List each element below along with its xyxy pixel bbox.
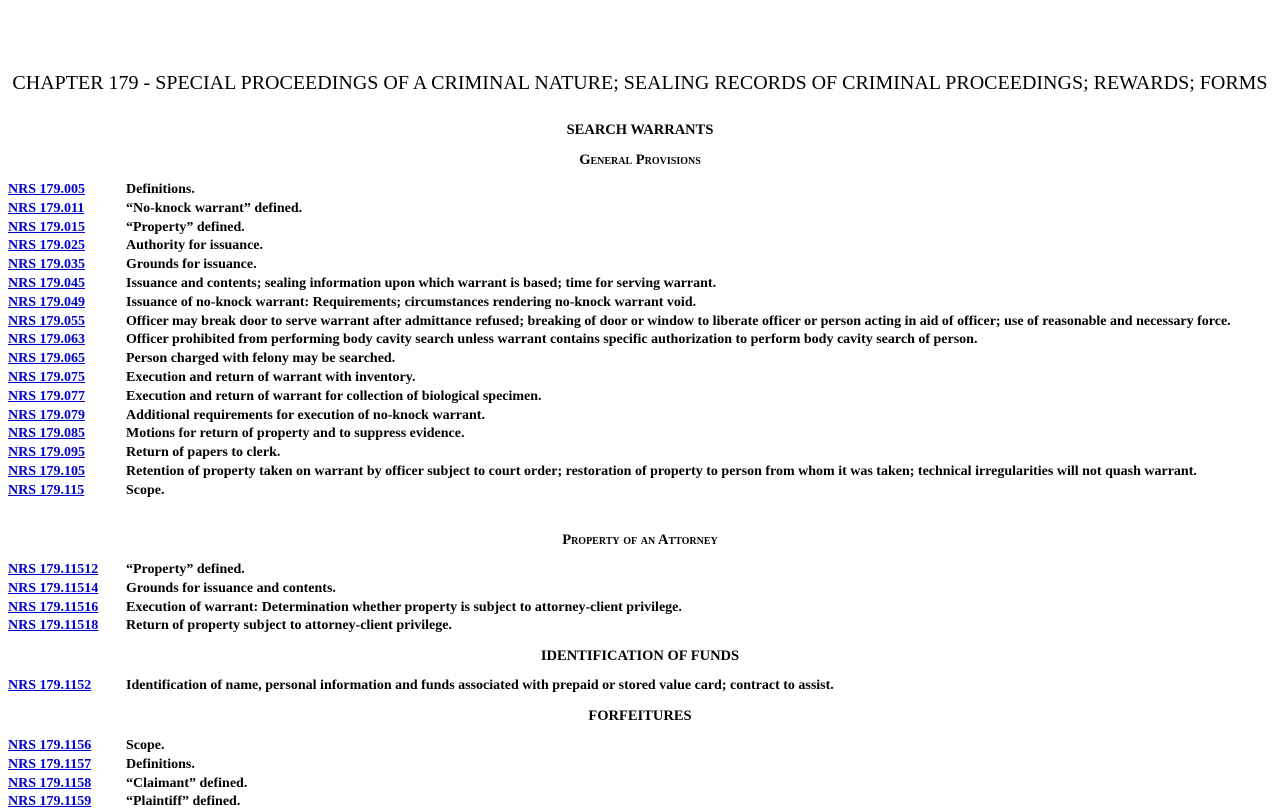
section-link[interactable]: NRS 179.077 bbox=[8, 388, 86, 404]
toc-row bbox=[8, 463, 1273, 482]
toc-property-of-an-attorney bbox=[8, 561, 1273, 636]
section-title: “Property” defined. bbox=[126, 562, 245, 577]
section-title: Scope. bbox=[126, 738, 165, 753]
section-link[interactable]: NRS 179.015 bbox=[8, 219, 86, 235]
section-link[interactable]: NRS 179.095 bbox=[8, 445, 86, 461]
toc-row bbox=[8, 313, 1273, 332]
section-title: Authority for issuance. bbox=[126, 238, 264, 254]
heading-identification-of-funds: IDENTIFICATION OF FUNDS bbox=[540, 648, 740, 664]
section-title: Officer may break door to serve warrant after admittance refused; breaking of door or window to liberate officer or person acting in aid of officer; use of reasonable and necessary force. bbox=[126, 313, 1231, 329]
section-title: Execution of warrant: Determination whether property is subject to attorney-client privilege. bbox=[126, 599, 682, 615]
section-link[interactable]: NRS 179.1159 bbox=[8, 794, 92, 810]
toc-identification-of-funds bbox=[8, 677, 1273, 696]
toc-row bbox=[8, 369, 1273, 388]
section-link[interactable]: NRS 179.1158 bbox=[8, 775, 92, 791]
section-link[interactable]: NRS 179.049 bbox=[8, 294, 86, 310]
toc-row bbox=[8, 617, 1273, 636]
section-link[interactable]: NRS 179.063 bbox=[8, 332, 86, 348]
section-title: Issuance of no-knock warrant: Requirements; circumstances rendering no-knock warrant void. bbox=[126, 294, 697, 310]
toc-row bbox=[8, 388, 1273, 407]
toc-row bbox=[8, 219, 1273, 238]
section-title: Retention of property taken on warrant by officer subject to court order; restoration of property to person from whom it was taken; technical irregularities will not quash warrant. bbox=[126, 463, 1197, 479]
section-title: Return of papers to clerk. bbox=[126, 445, 281, 461]
toc-row bbox=[8, 200, 1273, 219]
section-title: Grounds for issuance and contents. bbox=[126, 580, 336, 596]
section-title: Additional requirements for execution of no-knock warrant. bbox=[126, 407, 485, 423]
section-title: Scope. bbox=[126, 482, 165, 498]
toc-row bbox=[8, 407, 1273, 426]
toc-row bbox=[8, 331, 1273, 350]
toc-row bbox=[8, 580, 1273, 599]
toc-row bbox=[8, 737, 1273, 756]
toc-general-provisions bbox=[8, 181, 1273, 501]
section-link[interactable]: NRS 179.011 bbox=[8, 200, 85, 216]
section-link[interactable]: NRS 179.115 bbox=[8, 482, 85, 498]
section-title: Motions for return of property and to suppress evidence. bbox=[126, 426, 465, 442]
section-title: “Property” defined. bbox=[126, 219, 245, 235]
toc-row bbox=[8, 793, 1273, 812]
toc-forfeitures bbox=[8, 737, 1273, 812]
section-link[interactable]: NRS 179.035 bbox=[8, 257, 86, 273]
toc-row bbox=[8, 444, 1273, 463]
section-link[interactable]: NRS 179.025 bbox=[8, 238, 86, 254]
section-link[interactable]: NRS 179.11514 bbox=[8, 580, 99, 596]
section-link[interactable]: NRS 179.075 bbox=[8, 369, 86, 385]
section-link[interactable]: NRS 179.055 bbox=[8, 313, 86, 329]
heading-property-of-an-attorney: Property of an Attorney bbox=[562, 532, 718, 548]
section-title: Execution and return of warrant for collection of biological specimen. bbox=[126, 388, 542, 404]
toc-row bbox=[8, 275, 1273, 294]
section-link[interactable]: NRS 179.105 bbox=[8, 463, 86, 479]
toc-row bbox=[8, 599, 1273, 618]
section-link[interactable]: NRS 179.1152 bbox=[8, 678, 92, 693]
section-title: Officer prohibited from performing body cavity search unless warrant contains specific authorization to perform body cavity search of person. bbox=[126, 332, 978, 348]
section-title: Person charged with felony may be searched. bbox=[126, 351, 396, 367]
section-title: “Claimant” defined. bbox=[126, 775, 248, 791]
section-title: Grounds for issuance. bbox=[126, 257, 257, 273]
chapter-title: CHAPTER 179 - SPECIAL PROCEEDINGS OF A CRIMINAL NATURE; SEALING RECORDS OF CRIMINAL PROCEEDINGS; REWARDS; FORMS bbox=[12, 72, 1268, 94]
section-title: Execution and return of warrant with inventory. bbox=[126, 369, 416, 385]
section-link[interactable]: NRS 179.11512 bbox=[8, 562, 99, 577]
toc-row bbox=[8, 350, 1273, 369]
section-link[interactable]: NRS 179.045 bbox=[8, 275, 86, 291]
section-link[interactable]: NRS 179.1157 bbox=[8, 756, 92, 772]
section-link[interactable]: NRS 179.11516 bbox=[8, 599, 99, 615]
section-title: Return of property subject to attorney-client privilege. bbox=[126, 618, 452, 634]
section-title: Definitions. bbox=[126, 182, 195, 197]
toc-row bbox=[8, 677, 1273, 696]
toc-row bbox=[8, 775, 1273, 794]
toc-row bbox=[8, 256, 1273, 275]
heading-general-provisions: General Provisions bbox=[579, 152, 701, 168]
section-title: “Plaintiff” defined. bbox=[126, 794, 241, 810]
toc-row bbox=[8, 237, 1273, 256]
heading-search-warrants: SEARCH WARRANTS bbox=[566, 122, 714, 138]
section-title: Identification of name, personal information and funds associated with prepaid or stored value card; contract to assist. bbox=[126, 678, 834, 693]
section-link[interactable]: NRS 179.079 bbox=[8, 407, 86, 423]
section-title: Issuance and contents; sealing information upon which warrant is based; time for serving warrant. bbox=[126, 275, 717, 291]
section-link[interactable]: NRS 179.065 bbox=[8, 351, 86, 367]
toc-row bbox=[8, 425, 1273, 444]
section-link[interactable]: NRS 179.1156 bbox=[8, 738, 92, 753]
section-title: Definitions. bbox=[126, 756, 195, 772]
toc-row bbox=[8, 756, 1273, 775]
toc-row bbox=[8, 294, 1273, 313]
section-title: “No-knock warrant” defined. bbox=[126, 200, 303, 216]
toc-row bbox=[8, 561, 1273, 580]
heading-forfeitures: FORFEITURES bbox=[588, 708, 692, 724]
toc-row bbox=[8, 482, 1273, 501]
toc-row bbox=[8, 181, 1273, 200]
section-link[interactable]: NRS 179.11518 bbox=[8, 618, 99, 634]
section-link[interactable]: NRS 179.085 bbox=[8, 426, 86, 442]
section-link[interactable]: NRS 179.005 bbox=[8, 182, 86, 197]
